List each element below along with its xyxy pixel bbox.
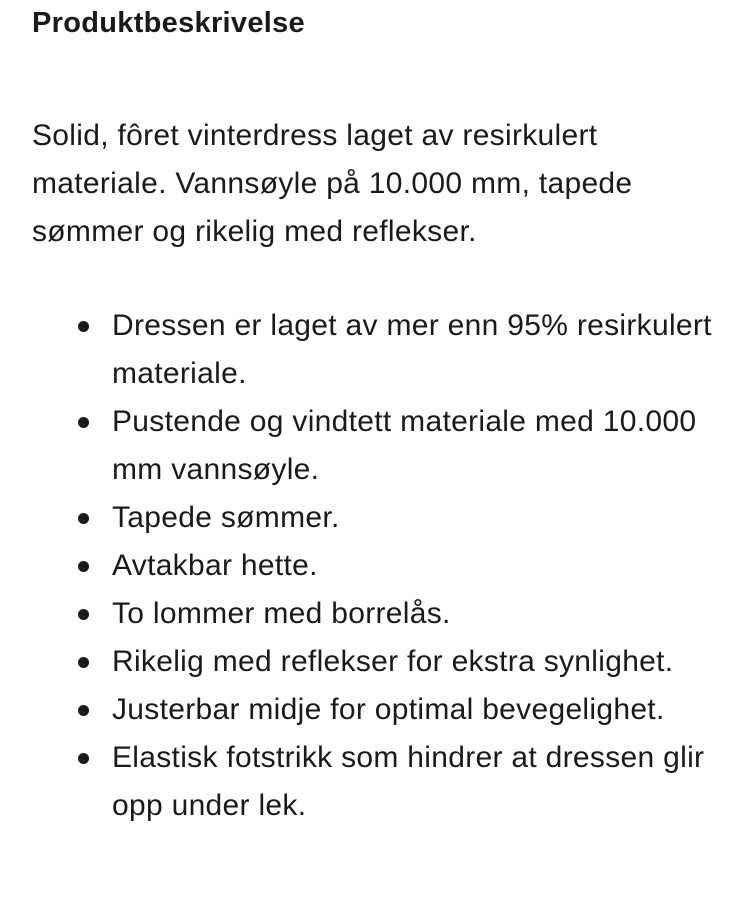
feature-list-item: [112, 638, 714, 686]
bullet-icon: [78, 417, 89, 428]
feature-list-item: [112, 734, 714, 830]
description-text: Solid, fôret vinterdress laget av resirkulert materiale. Vannsøyle på 10.000 mm, tapede sømmer og rikelig med reflekser.: [32, 119, 633, 248]
feature-list-item: [112, 590, 714, 638]
feature-text: Dressen er laget av mer enn 95% resirkulert materiale.: [112, 309, 712, 390]
bullet-icon: [78, 705, 89, 716]
feature-text: Justerbar midje for optimal bevegelighet.: [112, 693, 665, 726]
bullet-icon: [78, 657, 89, 668]
feature-text: Tapede sømmer.: [112, 501, 340, 534]
feature-text: To lommer med borrelås.: [112, 597, 451, 630]
bullet-icon: [78, 609, 89, 620]
feature-text: Avtakbar hette.: [112, 549, 318, 582]
feature-list-item: [112, 542, 714, 590]
bullet-icon: [78, 561, 89, 572]
feature-text: Pustende og vindtett materiale med 10.000 mm vannsøyle.: [112, 405, 697, 486]
bullet-icon: [78, 753, 89, 764]
feature-list-item: [112, 494, 714, 542]
feature-list: [32, 302, 714, 830]
section-heading: Produktbeskrivelse: [32, 7, 305, 39]
feature-list-item: [112, 686, 714, 734]
feature-text: Elastisk fotstrikk som hindrer at dressen glir opp under lek.: [112, 741, 705, 822]
feature-text: Rikelig med reflekser for ekstra synlighet.: [112, 645, 674, 678]
bullet-icon: [78, 513, 89, 524]
bullet-icon: [78, 321, 89, 332]
feature-list-item: [112, 302, 714, 398]
feature-list-item: [112, 398, 714, 494]
